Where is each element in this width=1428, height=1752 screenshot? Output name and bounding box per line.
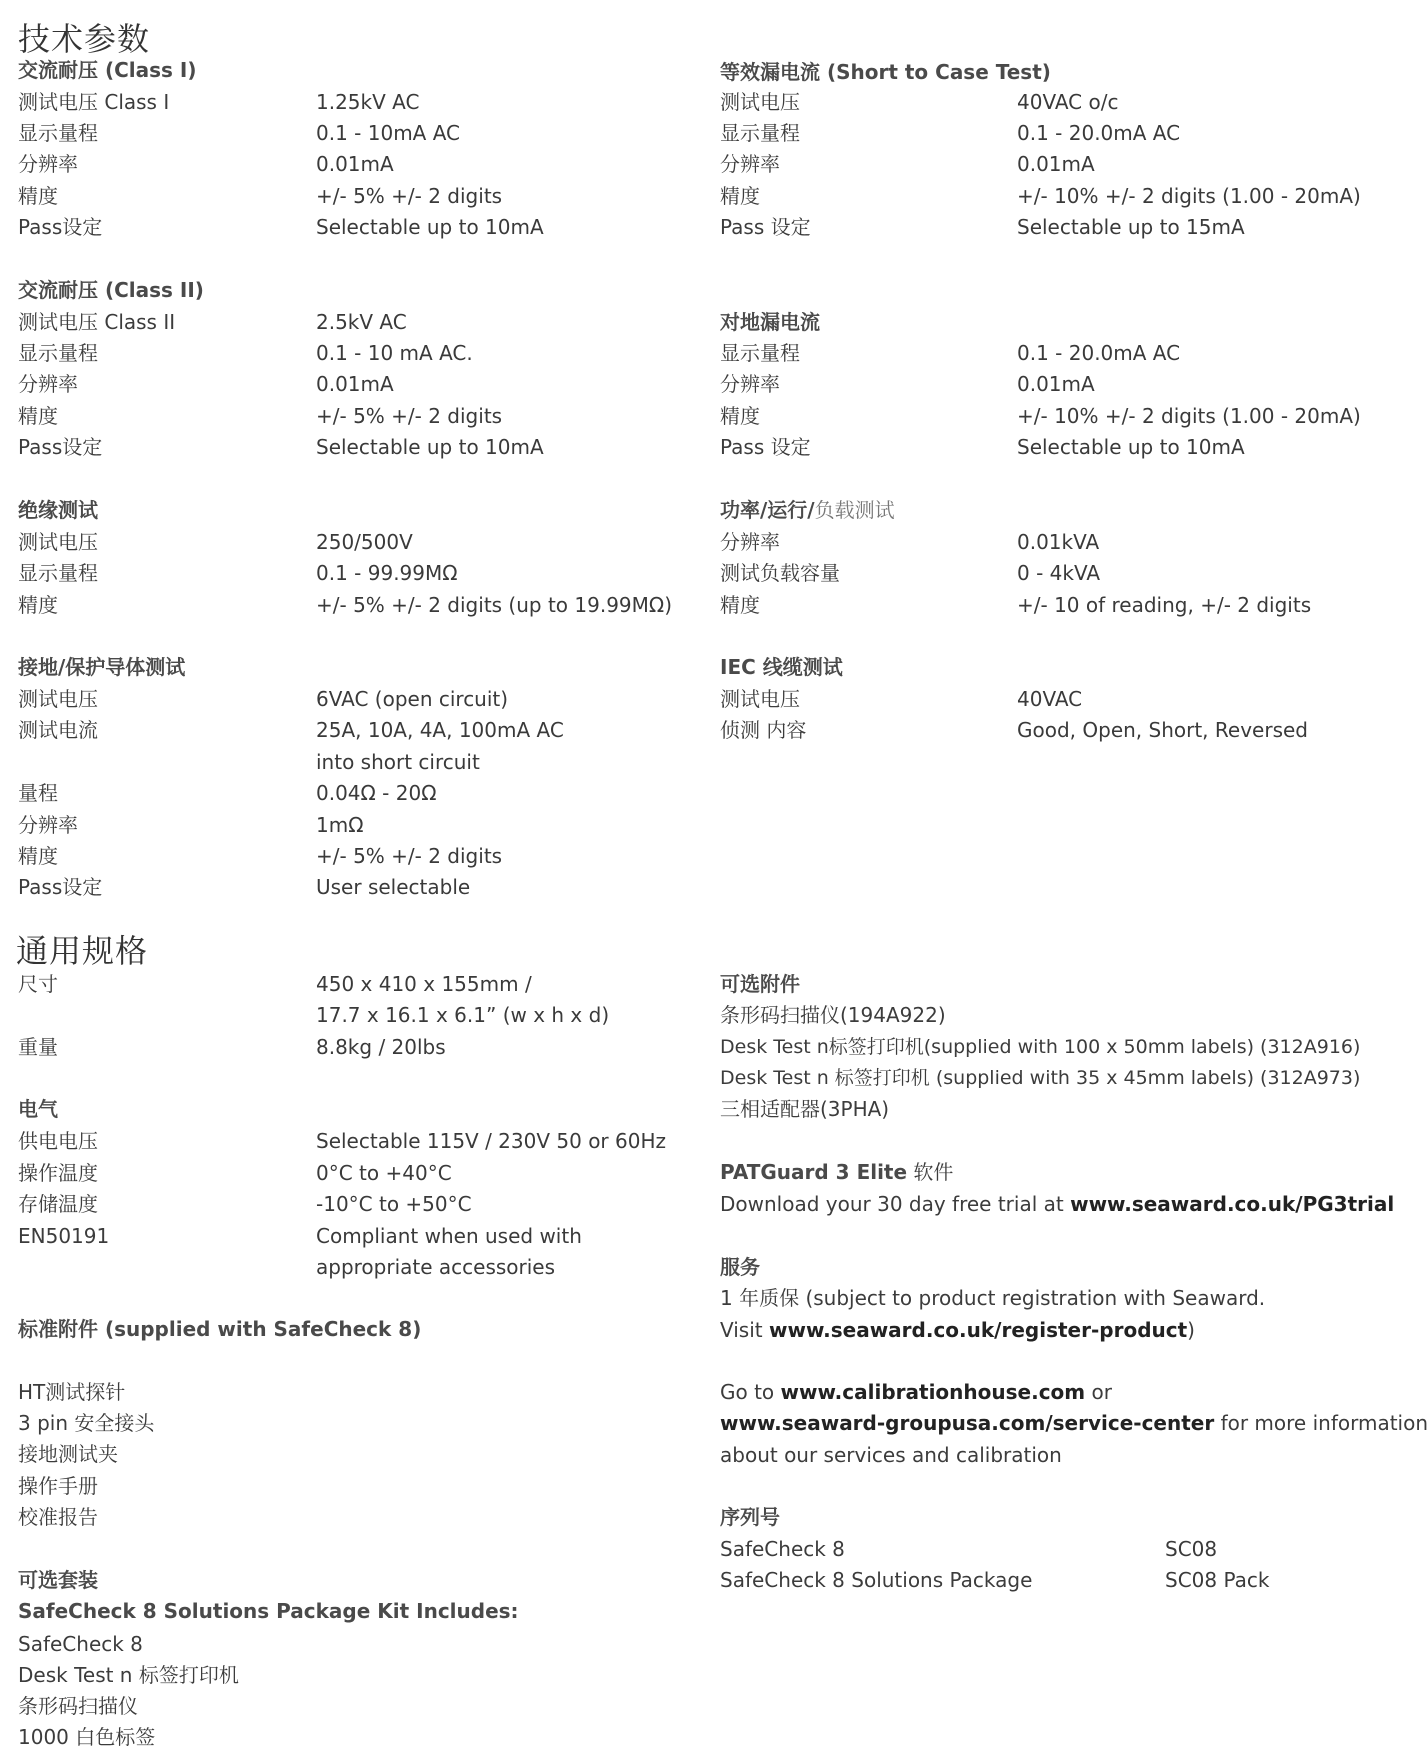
spec-value: into short circuit: [316, 750, 480, 774]
list-item: Desk Test n标签打印机(supplied with 100 x 50mm labels) (312A916): [720, 1036, 1361, 1058]
spec-value: -10°C to +50°C: [316, 1192, 472, 1216]
spec-label: 测试电压: [720, 90, 800, 114]
spec-label: 测试电压: [18, 687, 98, 711]
spec-label: 尺寸: [18, 972, 58, 996]
spec-value: 0.01mA: [1017, 152, 1095, 176]
list-item: Desk Test n 标签打印机 (supplied with 35 x 45mm labels) (312A973): [720, 1067, 1361, 1089]
spec-value: 0.01mA: [316, 372, 394, 396]
optional-kit-subtitle: SafeCheck 8 Solutions Package Kit Includes:: [18, 1599, 519, 1623]
patguard-title-bold: PATGuard 3 Elite: [720, 1160, 908, 1184]
list-item: 条形码扫描仪: [18, 1694, 138, 1718]
spec-value: 40VAC o/c: [1017, 90, 1119, 114]
spec-label: Pass 设定: [720, 215, 811, 239]
spec-label: 显示量程: [18, 121, 98, 145]
spec-label: 精度: [720, 593, 760, 617]
spec-value: Good, Open, Short, Reversed: [1017, 718, 1308, 742]
service-suffix: for more information: [1214, 1411, 1428, 1435]
patguard-title: [720, 1157, 953, 1187]
spec-value: +/- 5% +/- 2 digits: [316, 844, 503, 868]
spec-value: +/- 5% +/- 2 digits: [316, 184, 503, 208]
spec-value: 0.1 - 99.99MΩ: [316, 561, 458, 585]
service-line: 1 年质保 (subject to product registration with Seaward.: [720, 1286, 1266, 1310]
spec-label: 分辨率: [720, 530, 780, 554]
spec-value: +/- 5% +/- 2 digits (up to 19.99MΩ): [316, 593, 672, 617]
spec-value: 0.04Ω - 20Ω: [316, 781, 437, 805]
power-title: [720, 495, 895, 525]
class2-title: 交流耐压 (Class II): [18, 278, 204, 302]
patguard-title-suffix: 软件: [907, 1160, 954, 1184]
spec-label: 精度: [18, 404, 58, 428]
service-line: [720, 1315, 1195, 1345]
spec-label: 测试电压 Class I: [18, 90, 170, 114]
serial-label: SafeCheck 8 Solutions Package: [720, 1568, 1033, 1592]
patguard-text: [720, 1189, 1394, 1219]
spec-value: Compliant when used with: [316, 1224, 582, 1248]
list-item: SafeCheck 8: [18, 1632, 143, 1656]
class1-title: 交流耐压 (Class I): [18, 58, 197, 82]
spec-label: Pass设定: [18, 875, 103, 899]
service-center-link[interactable]: www.seaward-groupusa.com/service-center: [720, 1411, 1215, 1435]
spec-label: 分辨率: [18, 152, 78, 176]
optional-accessories-title: 可选附件: [720, 972, 800, 996]
std-accessories-title: 标准附件 (supplied with SafeCheck 8): [18, 1317, 422, 1341]
general-specs-heading: 通用规格: [16, 932, 149, 970]
spec-value: User selectable: [316, 875, 471, 899]
spec-value: +/- 10 of reading, +/- 2 digits: [1017, 593, 1312, 617]
ground-leak-title: 对地漏电流: [720, 310, 820, 334]
spec-value: Selectable 115V / 230V 50 or 60Hz: [316, 1129, 666, 1153]
spec-value: 0.01kVA: [1017, 530, 1100, 554]
spec-label: 侦测 内容: [720, 718, 807, 742]
spec-value: 2.5kV AC: [316, 310, 407, 334]
spec-value: 25A, 10A, 4A, 100mA AC: [316, 718, 564, 742]
spec-label: 精度: [720, 184, 760, 208]
spec-label: 测试电压: [18, 530, 98, 554]
list-item: 1000 白色标签: [18, 1725, 156, 1749]
spec-label: 显示量程: [720, 121, 800, 145]
spec-value: 1.25kV AC: [316, 90, 420, 114]
spec-value: 17.7 x 16.1 x 6.1” (w x h x d): [316, 1003, 610, 1027]
spec-value: 250/500V: [316, 530, 413, 554]
spec-value: 0.01mA: [316, 152, 394, 176]
serial-value: SC08 Pack: [1165, 1568, 1270, 1592]
spec-label: 测试电流: [18, 718, 98, 742]
spec-value: 0.01mA: [1017, 372, 1095, 396]
service-suffix: or: [1085, 1380, 1112, 1404]
list-item: 操作手册: [18, 1474, 98, 1498]
list-item: 条形码扫描仪(194A922): [720, 1003, 946, 1027]
spec-label: 分辨率: [720, 152, 780, 176]
spec-label: 重量: [18, 1035, 58, 1059]
service-prefix: Go to: [720, 1380, 781, 1404]
spec-label: Pass设定: [18, 435, 103, 459]
spec-label: 分辨率: [18, 813, 78, 837]
service-prefix: Visit: [720, 1318, 769, 1342]
spec-value: Selectable up to 10mA: [316, 215, 544, 239]
spec-label: 操作温度: [18, 1161, 98, 1185]
spec-value: Selectable up to 10mA: [316, 435, 544, 459]
spec-value: +/- 5% +/- 2 digits: [316, 404, 503, 428]
power-title-bold: 功率/运行/: [720, 498, 815, 522]
patguard-prefix: Download your 30 day free trial at: [720, 1192, 1071, 1216]
earth-title: 接地/保护导体测试: [18, 655, 186, 679]
spec-value: 0°C to +40°C: [316, 1161, 452, 1185]
serial-label: SafeCheck 8: [720, 1537, 845, 1561]
spec-value: 0.1 - 10 mA AC.: [316, 341, 473, 365]
spec-label: 精度: [18, 184, 58, 208]
list-item: 3 pin 安全接头: [18, 1411, 155, 1435]
spec-label: 精度: [18, 593, 58, 617]
spec-label: 存储温度: [18, 1192, 98, 1216]
spec-label: 测试负载容量: [720, 561, 840, 585]
spec-value: +/- 10% +/- 2 digits (1.00 - 20mA): [1017, 184, 1361, 208]
spec-label: 量程: [18, 781, 58, 805]
spec-label: 分辨率: [720, 372, 780, 396]
spec-label: 分辨率: [18, 372, 78, 396]
spec-label: 显示量程: [18, 341, 98, 365]
list-item: HT测试探针: [18, 1380, 126, 1404]
serial-title: 序列号: [720, 1505, 780, 1529]
list-item: Desk Test n 标签打印机: [18, 1663, 239, 1687]
iec-title: IEC 线缆测试: [720, 655, 843, 679]
register-link[interactable]: www.seaward.co.uk/register-product: [768, 1318, 1188, 1342]
spec-value: 0.1 - 20.0mA AC: [1017, 341, 1181, 365]
service-title: 服务: [720, 1255, 760, 1279]
optional-kit-title: 可选套装: [18, 1568, 98, 1592]
spec-label: 测试电压 Class II: [18, 310, 176, 334]
spec-value: Selectable up to 10mA: [1017, 435, 1245, 459]
serial-value: SC08: [1165, 1537, 1218, 1561]
tech-params-heading: 技术参数: [18, 20, 151, 58]
spec-value: 40VAC: [1017, 687, 1083, 711]
short-case-title: 等效漏电流 (Short to Case Test): [720, 60, 1051, 84]
service-suffix: ): [1187, 1318, 1195, 1342]
list-item: 三相适配器(3PHA): [720, 1097, 890, 1121]
spec-label: Pass 设定: [720, 435, 811, 459]
spec-label: 供电电压: [18, 1129, 98, 1153]
spec-label: 精度: [18, 844, 58, 868]
insulation-title: 绝缘测试: [18, 498, 98, 522]
spec-value: 0 - 4kVA: [1017, 561, 1101, 585]
spec-label: 显示量程: [720, 341, 800, 365]
spec-label: 精度: [720, 404, 760, 428]
patguard-link[interactable]: www.seaward.co.uk/PG3trial: [1070, 1192, 1395, 1216]
service-line: about our services and calibration: [720, 1443, 1062, 1467]
service-line: [720, 1377, 1112, 1407]
spec-value: Selectable up to 15mA: [1017, 215, 1245, 239]
spec-value: appropriate accessories: [316, 1255, 556, 1279]
spec-value: 450 x 410 x 155mm /: [316, 972, 532, 996]
spec-label: 显示量程: [18, 561, 98, 585]
spec-value: 6VAC (open circuit): [316, 687, 509, 711]
spec-label: Pass设定: [18, 215, 103, 239]
power-title-light: 负载测试: [814, 498, 895, 522]
spec-label: 测试电压: [720, 687, 800, 711]
spec-value: 8.8kg / 20lbs: [316, 1035, 446, 1059]
spec-value: 1mΩ: [316, 813, 364, 837]
list-item: 接地测试夹: [18, 1442, 118, 1466]
calibration-link[interactable]: www.calibrationhouse.com: [780, 1380, 1086, 1404]
spec-label: EN50191: [18, 1224, 110, 1248]
service-line: [720, 1408, 1428, 1438]
spec-value: 0.1 - 20.0mA AC: [1017, 121, 1181, 145]
spec-value: +/- 10% +/- 2 digits (1.00 - 20mA): [1017, 404, 1361, 428]
list-item: 校准报告: [18, 1505, 98, 1529]
electrical-title: 电气: [18, 1097, 58, 1121]
spec-value: 0.1 - 10mA AC: [316, 121, 461, 145]
